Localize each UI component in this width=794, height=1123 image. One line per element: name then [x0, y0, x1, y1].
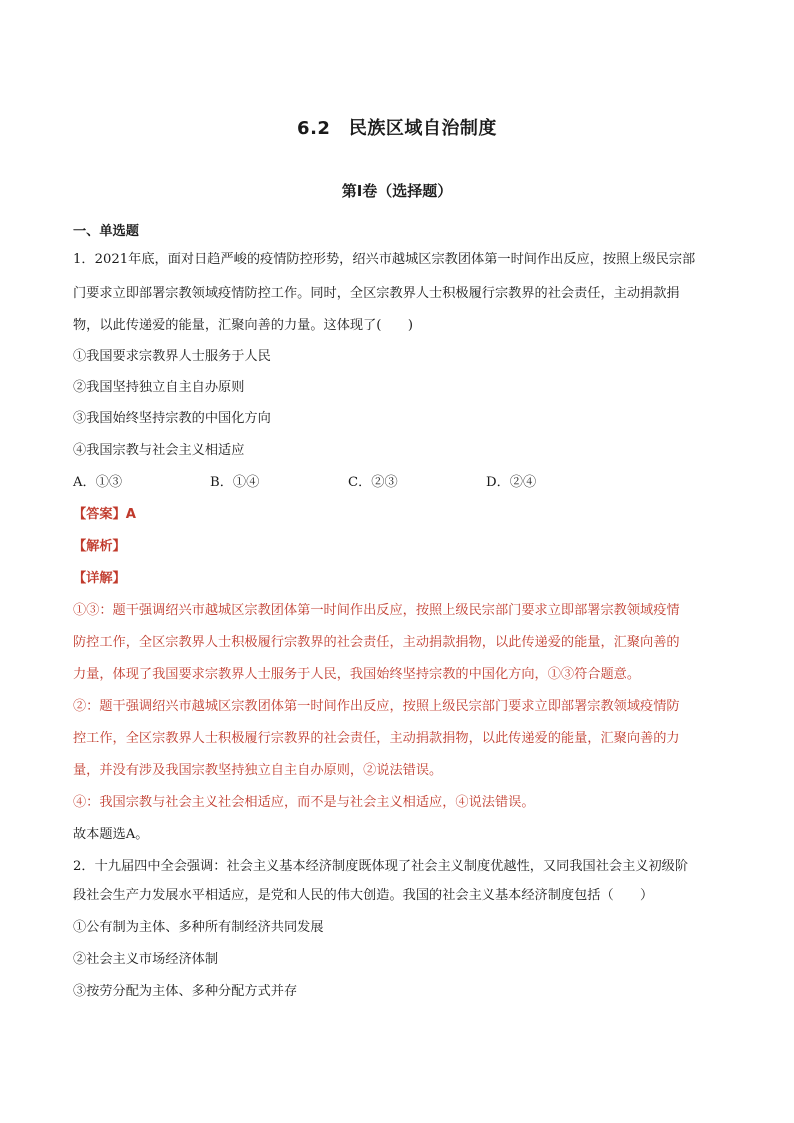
- answer-value: A: [125, 507, 136, 522]
- detail-line: 控工作，全区宗教界人士积极履行宗教界的社会责任，主动捐款捐物，以此传递爱的能量，汇聚向善的力: [73, 731, 680, 746]
- q1-option-b: B．①④: [210, 475, 260, 490]
- answer-label: 【答案】: [73, 507, 126, 522]
- q1-stem-line: 1．2021年底，面对日趋严峻的疫情防控形势，绍兴市越城区宗教团体第一时间作出反应，按照上级民宗部: [73, 252, 696, 267]
- detail-line: ②：题干强调绍兴市越城区宗教团体第一时间作出反应，按照上级民宗部门要求立即部署宗教领域疫情防: [73, 699, 680, 714]
- q2-stem-line: 2．十九届四中全会强调：社会主义基本经济制度既体现了社会主义制度优越性，又同我国社会主义初级阶: [73, 859, 689, 874]
- q1-option-a: A．①③: [73, 475, 123, 490]
- q1-item: ③我国始终坚持宗教的中国化方向: [73, 411, 271, 426]
- section-heading: 一、单选题: [73, 224, 139, 239]
- analysis-label: 【解析】: [73, 539, 126, 554]
- q1-stem-line: 门要求立即部署宗教领域疫情防控工作。同时，全区宗教界人士积极履行宗教界的社会责任，主动捐款捐: [73, 286, 680, 301]
- q1-item: ④我国宗教与社会主义相适应: [73, 443, 245, 458]
- detail-line: 防控工作，全区宗教界人士积极履行宗教界的社会责任，主动捐款捐物，以此传递爱的能量，汇聚向善的: [73, 635, 680, 650]
- q2-item: ①公有制为主体、多种所有制经济共同发展: [73, 920, 324, 935]
- document-title: 6.2 民族区域自治制度: [297, 118, 497, 139]
- q2-stem-line: 段社会生产力发展水平相适应，是党和人民的伟大创造。我国的社会主义基本经济制度包括（ ）: [73, 888, 654, 903]
- q1-option-c: C．②③: [348, 475, 398, 490]
- q1-item: ②我国坚持独立自主自办原则: [73, 380, 245, 395]
- detail-line: ①③：题干强调绍兴市越城区宗教团体第一时间作出反应，按照上级民宗部门要求立即部署宗教领域疫情: [73, 603, 680, 618]
- q2-item: ③按劳分配为主体、多种分配方式并存: [73, 984, 298, 999]
- q1-conclusion: 故本题选A。: [73, 827, 149, 842]
- q1-stem-line: 物，以此传递爱的能量，汇聚向善的力量。这体现了( ): [73, 318, 413, 333]
- q2-item: ②社会主义市场经济体制: [73, 952, 219, 967]
- detail-line: 量，并没有涉及我国宗教坚持独立自主自办原则，②说法错误。: [73, 763, 443, 778]
- q1-option-d: D．②④: [486, 475, 537, 490]
- detail-line: 力量，体现了我国要求宗教界人士服务于人民，我国始终坚持宗教的中国化方向，①③符合题意。: [73, 667, 641, 682]
- section-volume-title: 第I卷（选择题）: [341, 182, 453, 200]
- q1-answer: [73, 505, 136, 525]
- detail-label: 【详解】: [73, 571, 126, 586]
- q1-item: ①我国要求宗教界人士服务于人民: [73, 349, 271, 364]
- detail-line: ④：我国宗教与社会主义社会相适应，而不是与社会主义相适应，④说法错误。: [73, 795, 535, 810]
